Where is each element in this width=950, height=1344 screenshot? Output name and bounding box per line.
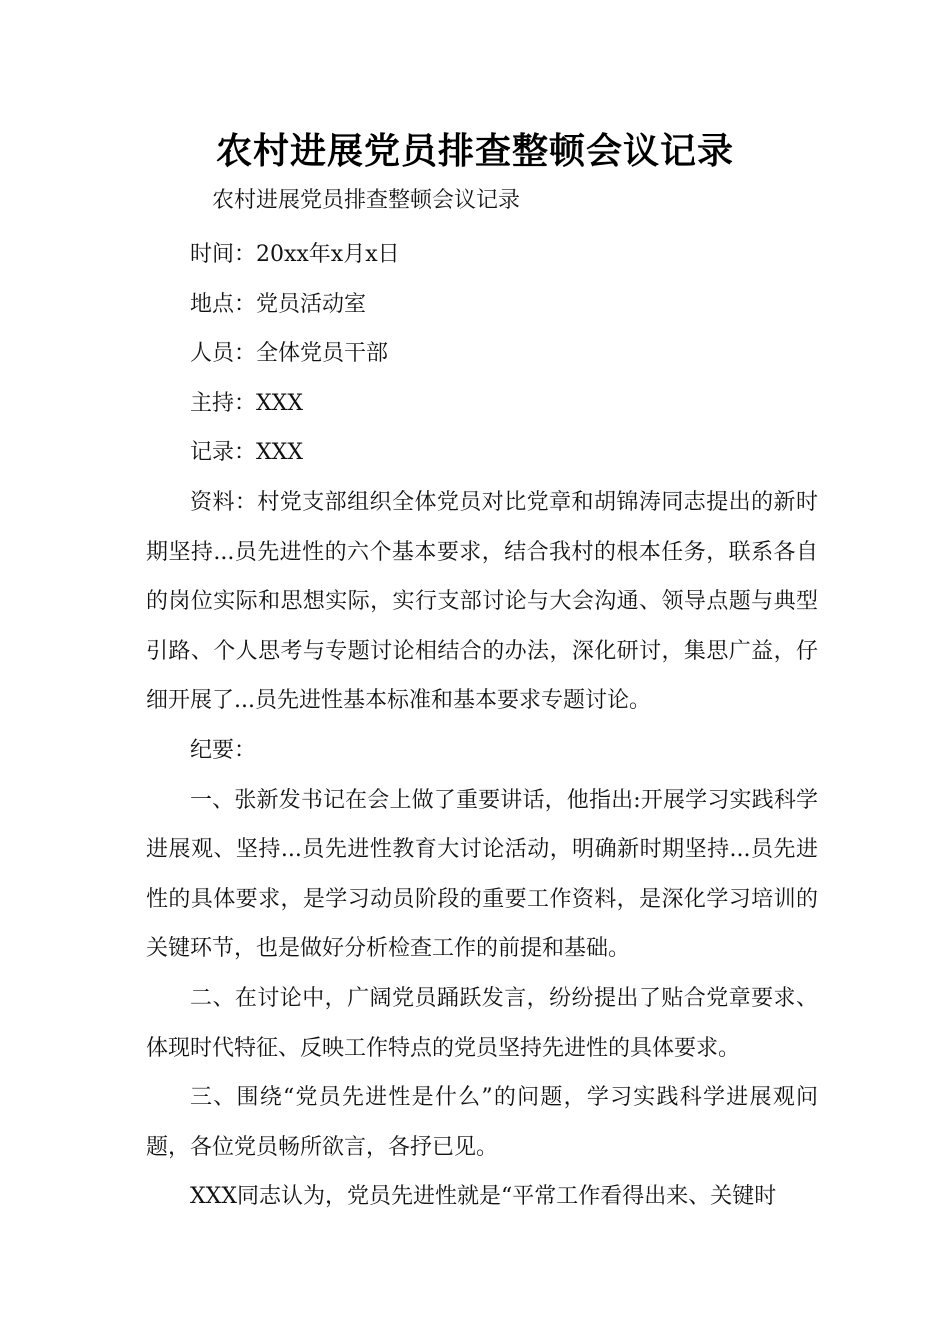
summary-item-2: 二、在讨论中，广阔党员踊跃发言，纷纷提出了贴合党章要求、体现时代特征、反映工作特点的党员坚持先进性的具体要求。	[146, 985, 818, 1061]
document-subtitle: 农村进展党员排查整顿会议记录	[212, 188, 521, 213]
member-opinion: XXX同志认为，党员先进性就是“平常工作看得出来、关键时	[190, 1184, 777, 1210]
meeting-time: 时间：20xx年x月x日	[190, 242, 400, 267]
meeting-material: 资料：村党支部组织全体党员对比党章和胡锦涛同志提出的新时期坚持...员先进性的六个基本要求，结合我村的根本任务，联系各自的岗位实际和思想实际，实行支部讨论与大会沟通、领导点题与典型引路、个人思考与专题讨论相结合的办法，深化研讨，集思广益，仔细开展了...员先进性基本标准和基本要求专题讨论。	[146, 489, 818, 714]
document-title: 农村进展党员排查整顿会议记录	[215, 131, 734, 172]
document-body	[146, 182, 818, 1222]
meeting-host: 主持：XXX	[190, 390, 303, 416]
meeting-recorder: 记录：XXX	[190, 440, 303, 466]
meeting-place: 地点：党员活动室	[190, 291, 367, 317]
summary-label: 纪要：	[190, 737, 257, 763]
meeting-attendees: 人员：全体党员干部	[190, 341, 389, 367]
summary-item-1: 一、张新发书记在会上做了重要讲话，他指出:开展学习实践科学进展观、坚持...员先进性教育大讨论活动，明确新时期坚持...员先进性的具体要求，是学习动员阶段的重要工作资料，是深化学习培训的关键环节，也是做好分析检查工作的前提和基础。	[146, 787, 818, 962]
summary-item-3: 三、围绕“党员先进性是什么”的问题，学习实践科学进展观问题，各位党员畅所欲言，各抒已见。	[146, 1085, 818, 1160]
